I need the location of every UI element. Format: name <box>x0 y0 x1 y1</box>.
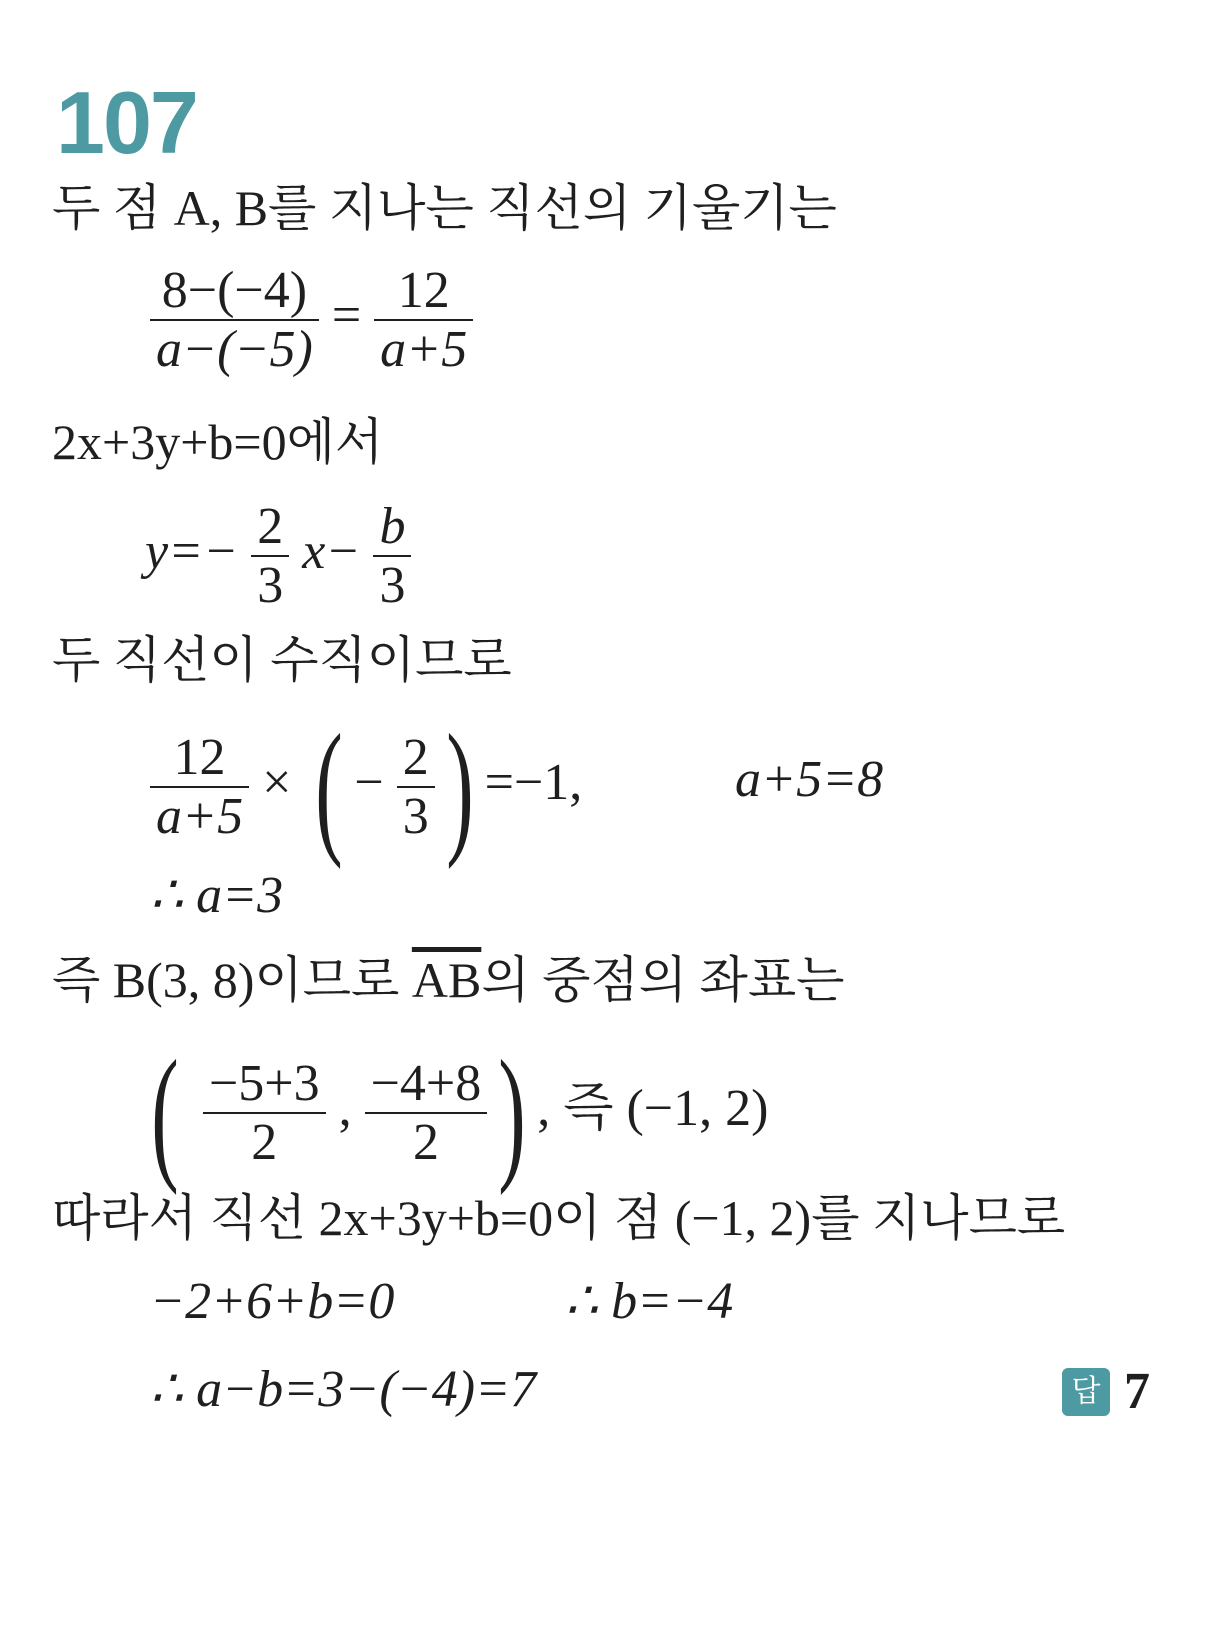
fraction-slope-ab <box>150 262 319 378</box>
fraction-slope <box>150 729 249 845</box>
equation-final: ∴ a−b=3−(−4)=7 <box>150 1361 537 1418</box>
fraction-numerator: 12 <box>173 728 226 786</box>
fraction-midpoint-y <box>365 1055 488 1171</box>
text-slope-intro: 두 점 A, B를 지나는 직선의 기울기는 <box>52 180 837 236</box>
fraction-numerator: b <box>379 498 406 555</box>
eq-mid: x− <box>302 523 361 581</box>
text-midpoint-intro <box>52 950 844 1010</box>
minus-sign: − <box>354 753 384 811</box>
fraction-two-thirds <box>397 729 435 845</box>
text-prefix: 즉 B(3, 8)이므로 <box>52 952 412 1008</box>
equation-a-plus-5: a+5=8 <box>735 751 884 808</box>
answer-box <box>1062 1362 1150 1421</box>
fraction-two-thirds <box>251 498 289 614</box>
fraction-midpoint-x <box>203 1055 326 1171</box>
fraction-simplified <box>374 262 473 378</box>
text-perpendicular: 두 직선이 수직이므로 <box>52 632 512 688</box>
equation-slope <box>150 262 473 378</box>
fraction-numerator: 12 <box>397 262 450 319</box>
fraction-b-thirds <box>373 498 411 614</box>
right-paren: ) <box>498 1030 526 1196</box>
fraction-denominator: a−(−5) <box>156 321 313 379</box>
fraction-denominator: 2 <box>412 1114 439 1171</box>
equation-perpendicular <box>150 704 583 870</box>
fraction-denominator: 2 <box>251 1114 278 1171</box>
fraction-denominator: a+5 <box>156 788 244 845</box>
equation-slope-intercept <box>145 498 411 614</box>
left-paren: ( <box>151 1030 179 1196</box>
equation-b-result: ∴ b=−4 <box>565 1273 734 1330</box>
equals-sign: = <box>331 287 362 345</box>
midpoint-result: , 즉 (−1, 2) <box>537 1079 769 1137</box>
fraction-denominator: 3 <box>257 557 284 615</box>
fraction-numerator: 2 <box>257 498 284 555</box>
left-paren: ( <box>315 704 344 870</box>
text-passing-point: 따라서 직선 2x+3y+b=0이 점 (−1, 2)를 지나므로 <box>52 1190 1066 1246</box>
fraction-denominator: 3 <box>379 557 406 615</box>
equation-b-step: −2+6+b=0 <box>150 1273 395 1330</box>
fraction-denominator: 3 <box>402 788 429 845</box>
fraction-numerator: 8−(−4) <box>161 262 308 319</box>
fraction-numerator: −5+3 <box>208 1054 320 1112</box>
fraction-numerator: 2 <box>402 728 429 786</box>
equation-midpoint <box>140 1030 769 1196</box>
times-sign: × <box>262 753 292 811</box>
comma: , <box>338 1079 352 1137</box>
segment-ab: $\overline{AB}$ <box>411 952 482 1008</box>
equation-a-result: ∴ a=3 <box>150 867 284 924</box>
eq-rhs: =−1, <box>484 753 583 811</box>
right-paren: ) <box>445 704 474 870</box>
fraction-numerator: −4+8 <box>370 1054 482 1112</box>
problem-number: 107 <box>56 73 197 172</box>
answer-label: 답 <box>1062 1368 1110 1416</box>
answer-value: 7 <box>1124 1363 1150 1420</box>
text-line-equation: 2x+3y+b=0에서 <box>52 414 384 470</box>
fraction-denominator: a+5 <box>380 321 468 379</box>
eq-lhs: y=− <box>145 523 239 581</box>
text-suffix: 의 중점의 좌표는 <box>481 952 845 1008</box>
